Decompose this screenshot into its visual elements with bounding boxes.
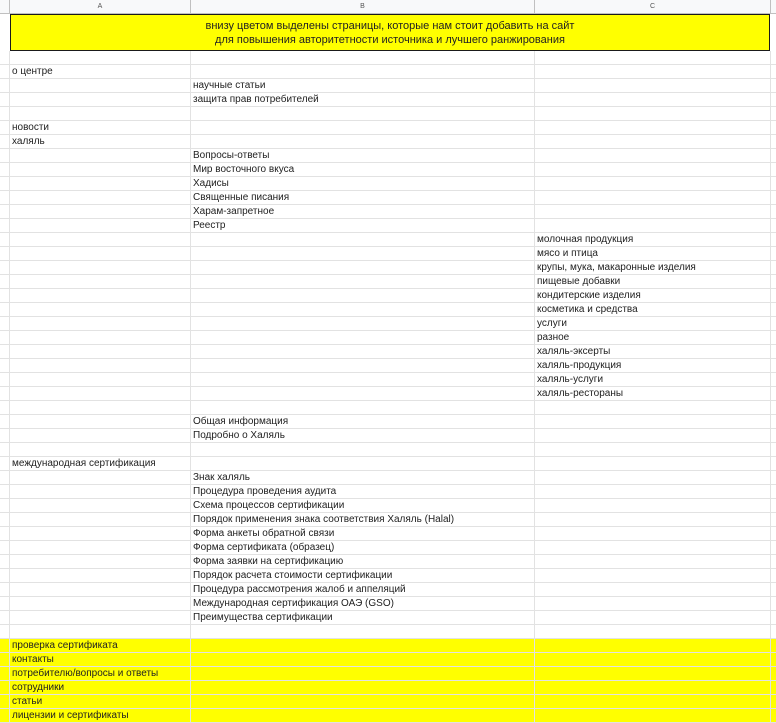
row-header[interactable]	[0, 261, 10, 274]
row-header[interactable]	[0, 667, 10, 680]
row-header[interactable]	[0, 233, 10, 246]
cell-c[interactable]	[535, 457, 771, 470]
cell-c[interactable]	[535, 639, 771, 652]
table-row	[0, 527, 776, 541]
cell-b[interactable]	[191, 275, 535, 288]
row-header[interactable]	[0, 65, 10, 78]
table-row	[0, 457, 776, 471]
row-header[interactable]	[0, 429, 10, 442]
cell-c[interactable]	[535, 611, 771, 624]
cell-b[interactable]	[191, 681, 535, 694]
cell-b[interactable]: защита прав потребителей	[191, 93, 535, 106]
cell-c[interactable]	[535, 597, 771, 610]
table-row	[0, 303, 776, 317]
cell-b[interactable]	[191, 289, 535, 302]
cell-c[interactable]	[535, 555, 771, 568]
cell-c[interactable]	[535, 121, 771, 134]
row-header[interactable]	[0, 513, 10, 526]
row-header[interactable]	[0, 681, 10, 694]
row-header[interactable]	[0, 499, 10, 512]
cell-c[interactable]	[535, 191, 771, 204]
cell-a[interactable]	[10, 443, 191, 456]
cell-b[interactable]	[191, 457, 535, 470]
cell-c[interactable]	[535, 541, 771, 554]
cell-c[interactable]	[535, 527, 771, 540]
cell-a[interactable]	[10, 513, 191, 526]
cell-b[interactable]	[191, 331, 535, 344]
row-header[interactable]	[0, 135, 10, 148]
row-header[interactable]	[0, 401, 10, 414]
cell-c[interactable]: крупы, мука, макаронные изделия	[535, 261, 771, 274]
cell-c[interactable]	[535, 65, 771, 78]
cell-a[interactable]: международная сертификация	[10, 457, 191, 470]
cell-c[interactable]	[535, 695, 771, 708]
highlighted-row	[0, 667, 776, 681]
cell-b[interactable]: Схема процессов сертификации	[191, 499, 535, 512]
cell-a[interactable]	[10, 429, 191, 442]
cell-c[interactable]	[535, 415, 771, 428]
cell-c[interactable]	[535, 135, 771, 148]
row-header[interactable]	[0, 149, 10, 162]
table-row	[0, 261, 776, 275]
highlighted-row	[0, 709, 776, 723]
row-header[interactable]	[0, 443, 10, 456]
table-row	[0, 583, 776, 597]
table-row	[0, 499, 776, 513]
cell-a[interactable]: лицензии и сертификаты	[10, 709, 191, 722]
cell-b[interactable]: Порядок применения знака соответствия Халяль (Halal)	[191, 513, 535, 526]
cell-a[interactable]	[10, 303, 191, 316]
table-row	[0, 79, 776, 93]
cell-c[interactable]	[535, 149, 771, 162]
cell-a[interactable]	[10, 387, 191, 400]
cell-c[interactable]	[535, 163, 771, 176]
cell-b[interactable]: Форма заявки на сертификацию	[191, 555, 535, 568]
row-header[interactable]	[0, 359, 10, 372]
row-header[interactable]	[0, 177, 10, 190]
cell-a[interactable]	[10, 107, 191, 120]
row-header[interactable]	[0, 583, 10, 596]
cell-a[interactable]: халяль	[10, 135, 191, 148]
table-row	[0, 121, 776, 135]
cell-b[interactable]: Реестр	[191, 219, 535, 232]
cell-b[interactable]	[191, 303, 535, 316]
cell-c[interactable]	[535, 513, 771, 526]
cell-c[interactable]: халяль-рестораны	[535, 387, 771, 400]
cell-a[interactable]	[10, 555, 191, 568]
row-header[interactable]	[0, 345, 10, 358]
table-row	[0, 611, 776, 625]
cell-a[interactable]	[10, 275, 191, 288]
table-row	[0, 569, 776, 583]
table-row	[0, 107, 776, 121]
table-row	[0, 163, 776, 177]
table-row	[0, 401, 776, 415]
cell-a[interactable]	[10, 415, 191, 428]
row-header[interactable]	[0, 471, 10, 484]
cell-a[interactable]	[10, 51, 191, 64]
cell-a[interactable]: сотрудники	[10, 681, 191, 694]
cell-c[interactable]: кондитерские изделия	[535, 289, 771, 302]
cell-c[interactable]: халяль-продукция	[535, 359, 771, 372]
row-header[interactable]	[0, 569, 10, 582]
row-header[interactable]	[0, 555, 10, 568]
cell-c[interactable]	[535, 583, 771, 596]
cell-a[interactable]	[10, 289, 191, 302]
row-header[interactable]	[0, 51, 10, 64]
table-row	[0, 51, 776, 65]
cell-b[interactable]	[191, 667, 535, 680]
row-header[interactable]	[0, 93, 10, 106]
row-header[interactable]	[0, 331, 10, 344]
cell-c[interactable]	[535, 681, 771, 694]
cell-b[interactable]: Форма анкеты обратной связи	[191, 527, 535, 540]
cell-c[interactable]: мясо и птица	[535, 247, 771, 260]
row-header[interactable]	[0, 163, 10, 176]
cell-c[interactable]	[535, 93, 771, 106]
cell-a[interactable]	[10, 611, 191, 624]
cell-a[interactable]	[10, 625, 191, 638]
cell-a[interactable]: о центре	[10, 65, 191, 78]
cell-c[interactable]: пищевые добавки	[535, 275, 771, 288]
cell-c[interactable]	[535, 177, 771, 190]
table-row	[0, 149, 776, 163]
cell-a[interactable]: потребителю/вопросы и ответы	[10, 667, 191, 680]
row-header[interactable]	[0, 219, 10, 232]
row-header[interactable]	[0, 303, 10, 316]
row-header[interactable]	[0, 541, 10, 554]
cell-b[interactable]: Преимущества сертификации	[191, 611, 535, 624]
spreadsheet-grid	[0, 51, 776, 723]
cell-a[interactable]	[10, 569, 191, 582]
table-row	[0, 541, 776, 555]
cell-a[interactable]	[10, 247, 191, 260]
table-row	[0, 135, 776, 149]
cell-a[interactable]	[10, 597, 191, 610]
cell-b[interactable]: Вопросы-ответы	[191, 149, 535, 162]
cell-c[interactable]: халяль-услуги	[535, 373, 771, 386]
table-row	[0, 415, 776, 429]
cell-a[interactable]	[10, 331, 191, 344]
cell-c[interactable]	[535, 569, 771, 582]
table-row	[0, 191, 776, 205]
cell-c[interactable]	[535, 51, 771, 64]
row-header[interactable]	[0, 317, 10, 330]
cell-a[interactable]	[10, 219, 191, 232]
table-row	[0, 513, 776, 527]
cell-b[interactable]	[191, 317, 535, 330]
cell-b[interactable]: Подробно о Халяль	[191, 429, 535, 442]
cell-b[interactable]: Процедура рассмотрения жалоб и аппеляций	[191, 583, 535, 596]
row-header[interactable]	[0, 695, 10, 708]
cell-b[interactable]: Порядок расчета стоимости сертификации	[191, 569, 535, 582]
cell-b[interactable]: Форма сертификата (образец)	[191, 541, 535, 554]
merged-banner-cell[interactable]	[10, 14, 770, 51]
cell-a[interactable]	[10, 527, 191, 540]
cell-a[interactable]	[10, 345, 191, 358]
cell-a[interactable]	[10, 93, 191, 106]
cell-b[interactable]	[191, 345, 535, 358]
cell-a[interactable]	[10, 163, 191, 176]
row-header[interactable]	[0, 597, 10, 610]
table-row	[0, 93, 776, 107]
table-row	[0, 429, 776, 443]
cell-b[interactable]	[191, 639, 535, 652]
row-header[interactable]	[0, 653, 10, 666]
cell-c[interactable]	[535, 205, 771, 218]
cell-b[interactable]: Священные писания	[191, 191, 535, 204]
cell-b[interactable]	[191, 135, 535, 148]
column-header-b[interactable]: B	[191, 0, 535, 13]
table-row	[0, 219, 776, 233]
cell-c[interactable]: разное	[535, 331, 771, 344]
cell-c[interactable]	[535, 499, 771, 512]
cell-a[interactable]	[10, 233, 191, 246]
cell-b[interactable]	[191, 373, 535, 386]
row-header[interactable]	[0, 79, 10, 92]
cell-b[interactable]	[191, 625, 535, 638]
table-row	[0, 387, 776, 401]
cell-b[interactable]	[191, 443, 535, 456]
table-row	[0, 177, 776, 191]
cell-b[interactable]	[191, 261, 535, 274]
cell-a[interactable]	[10, 79, 191, 92]
cell-b[interactable]: Харам-запретное	[191, 205, 535, 218]
cell-c[interactable]: услуги	[535, 317, 771, 330]
column-header-row	[0, 0, 776, 14]
cell-b[interactable]: Хадисы	[191, 177, 535, 190]
cell-c[interactable]	[535, 107, 771, 120]
cell-c[interactable]	[535, 401, 771, 414]
row-header[interactable]	[0, 527, 10, 540]
row-header[interactable]	[0, 387, 10, 400]
cell-c[interactable]	[535, 625, 771, 638]
cell-c[interactable]	[535, 667, 771, 680]
row-header[interactable]	[0, 121, 10, 134]
cell-b[interactable]: Общая информация	[191, 415, 535, 428]
cell-a[interactable]: новости	[10, 121, 191, 134]
cell-c[interactable]: молочная продукция	[535, 233, 771, 246]
column-header-a[interactable]: A	[10, 0, 191, 13]
highlighted-row	[0, 639, 776, 653]
cell-b[interactable]: Мир восточного вкуса	[191, 163, 535, 176]
row-header[interactable]	[0, 107, 10, 120]
cell-b[interactable]: Международная сертификация ОАЭ (GSO)	[191, 597, 535, 610]
row-header[interactable]	[0, 415, 10, 428]
table-row	[0, 485, 776, 499]
table-row	[0, 65, 776, 79]
row-header[interactable]	[0, 275, 10, 288]
cell-c[interactable]	[535, 653, 771, 666]
cell-a[interactable]	[10, 541, 191, 554]
table-row	[0, 317, 776, 331]
cell-b[interactable]	[191, 247, 535, 260]
row-header[interactable]	[0, 373, 10, 386]
cell-c[interactable]	[535, 219, 771, 232]
table-row	[0, 331, 776, 345]
row-header[interactable]	[0, 205, 10, 218]
cell-c[interactable]	[535, 471, 771, 484]
cell-a[interactable]	[10, 359, 191, 372]
cell-b[interactable]: Процедура проведения аудита	[191, 485, 535, 498]
row-header[interactable]	[0, 611, 10, 624]
table-row	[0, 373, 776, 387]
row-header[interactable]	[0, 191, 10, 204]
column-header-c[interactable]: C	[535, 0, 771, 13]
cell-b[interactable]	[191, 401, 535, 414]
highlighted-row	[0, 653, 776, 667]
cell-a[interactable]	[10, 177, 191, 190]
cell-a[interactable]: контакты	[10, 653, 191, 666]
banner-line-2: для повышения авторитетности источника и лучшего ранжирования	[215, 34, 565, 46]
table-row	[0, 275, 776, 289]
cell-b[interactable]	[191, 233, 535, 246]
cell-c[interactable]	[535, 443, 771, 456]
cell-c[interactable]: халяль-эксерты	[535, 345, 771, 358]
cell-c[interactable]: косметика и средства	[535, 303, 771, 316]
cell-c[interactable]	[535, 485, 771, 498]
table-row	[0, 555, 776, 569]
cell-a[interactable]	[10, 471, 191, 484]
row-header[interactable]	[0, 625, 10, 638]
table-row	[0, 359, 776, 373]
table-row	[0, 471, 776, 485]
table-row	[0, 205, 776, 219]
row-header[interactable]	[0, 247, 10, 260]
cell-a[interactable]	[10, 261, 191, 274]
table-row	[0, 247, 776, 261]
highlighted-row	[0, 695, 776, 709]
cell-b[interactable]	[191, 653, 535, 666]
highlighted-row	[0, 681, 776, 695]
select-all-corner[interactable]	[0, 0, 10, 13]
cell-b[interactable]	[191, 121, 535, 134]
cell-b[interactable]	[191, 695, 535, 708]
banner-line-1: внизу цветом выделены страницы, которые нам стоит добавить на сайт	[205, 20, 575, 32]
cell-a[interactable]: статьи	[10, 695, 191, 708]
row-header[interactable]	[0, 289, 10, 302]
row-header[interactable]	[0, 639, 10, 652]
table-row	[0, 597, 776, 611]
cell-a[interactable]	[10, 401, 191, 414]
cell-b[interactable]	[191, 51, 535, 64]
cell-b[interactable]: Знак халяль	[191, 471, 535, 484]
cell-a[interactable]: проверка сертификата	[10, 639, 191, 652]
cell-c[interactable]	[535, 79, 771, 92]
cell-b[interactable]	[191, 65, 535, 78]
cell-a[interactable]	[10, 485, 191, 498]
cell-a[interactable]	[10, 499, 191, 512]
row-header[interactable]	[0, 485, 10, 498]
table-row	[0, 345, 776, 359]
cell-a[interactable]	[10, 191, 191, 204]
table-row	[0, 289, 776, 303]
cell-a[interactable]	[10, 583, 191, 596]
cell-a[interactable]	[10, 373, 191, 386]
cell-a[interactable]	[10, 317, 191, 330]
cell-b[interactable]	[191, 107, 535, 120]
table-row	[0, 443, 776, 457]
table-row	[0, 233, 776, 247]
cell-a[interactable]	[10, 149, 191, 162]
cell-b[interactable]: научные статьи	[191, 79, 535, 92]
cell-b[interactable]	[191, 387, 535, 400]
cell-c[interactable]	[535, 429, 771, 442]
cell-a[interactable]	[10, 205, 191, 218]
table-row	[0, 625, 776, 639]
row-header[interactable]	[0, 457, 10, 470]
cell-b[interactable]	[191, 359, 535, 372]
